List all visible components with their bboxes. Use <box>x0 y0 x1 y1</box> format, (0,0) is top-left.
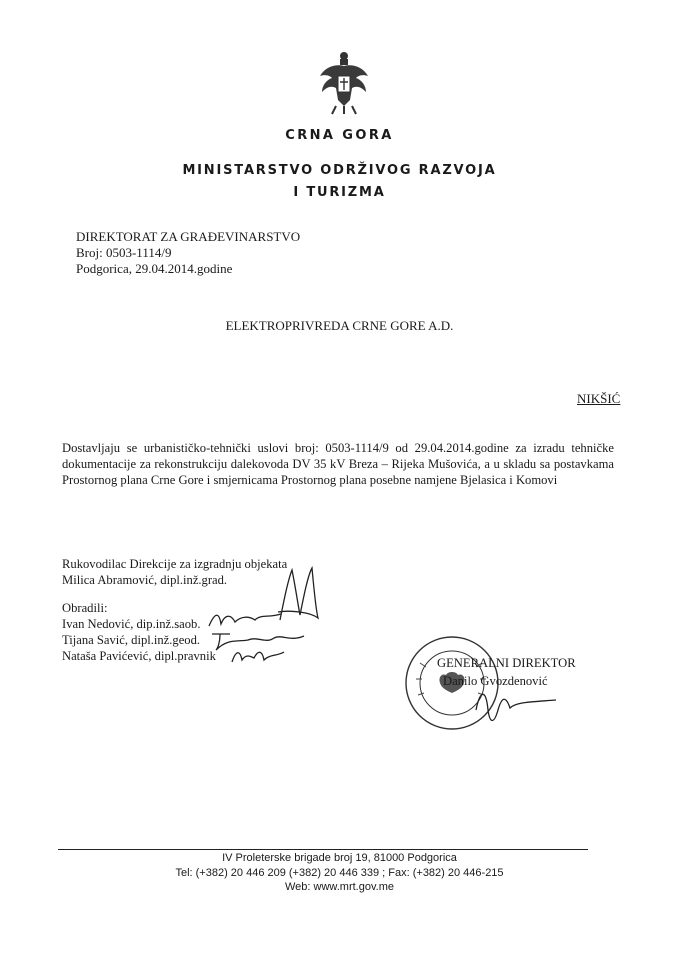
head-name: Milica Abramović, dipl.inž.grad. <box>62 573 228 587</box>
signature-pavicevic-icon <box>228 644 288 668</box>
footer-contacts: Tel: (+382) 20 446 209 (+382) 20 446 339 ; Fax: (+382) 20 446-215 <box>175 867 504 879</box>
recipient-city: NIKŠIĆ <box>577 391 621 406</box>
prepared-person: Tijana Savić, dipl.inž.geod. <box>62 633 201 647</box>
coat-of-arms-icon <box>318 50 370 116</box>
director-title: GENERALNI DIREKTOR <box>437 656 576 670</box>
ministry-name-line1: MINISTARSTVO ODRŽIVOG RAZVOJA <box>182 163 497 178</box>
prepared-person: Nataša Pavićević, dipl.pravnik <box>62 649 216 663</box>
prepared-label: Obradili: <box>62 601 108 615</box>
ministry-name-line2: I TURIZMA <box>293 185 386 200</box>
place-and-date: Podgorica, 29.04.2014.godine <box>76 261 233 276</box>
directorate-name: DIREKTORAT ZA GRAĐEVINARSTVO <box>76 229 301 244</box>
recipient-name: ELEKTROPRIVREDA CRNE GORE A.D. <box>225 318 454 333</box>
document-number: Broj: 0503-1114/9 <box>76 245 172 260</box>
country-name: CRNA GORA <box>285 128 394 143</box>
footer-website: Web: www.mrt.gov.me <box>284 881 394 893</box>
prepared-person: Ivan Nedović, dip.inž.saob. <box>62 617 201 631</box>
footer-address: IV Proleterske brigade broj 19, 81000 Podgorica <box>222 852 457 864</box>
director-name: Danilo Gvozdenović <box>443 674 548 688</box>
body-paragraph: Dostavljaju se urbanističko-tehnički uslovi broj: 0503-1114/9 od 29.04.2014.godine za izradu tehničke dokumentacije za rekonstrukciju dalekovoda DV 35 kV Breza – Rijeka Mušovića, a u skladu sa postavkama Prostornog plana Crne Gore i smjernicama Prostornog plana posebne namjene Bjelasica i Komovi <box>62 441 614 487</box>
head-title: Rukovodilac Direkcije za izgradnju objekata <box>62 557 288 571</box>
footer-divider <box>58 849 588 850</box>
director-signature-icon <box>470 680 560 730</box>
